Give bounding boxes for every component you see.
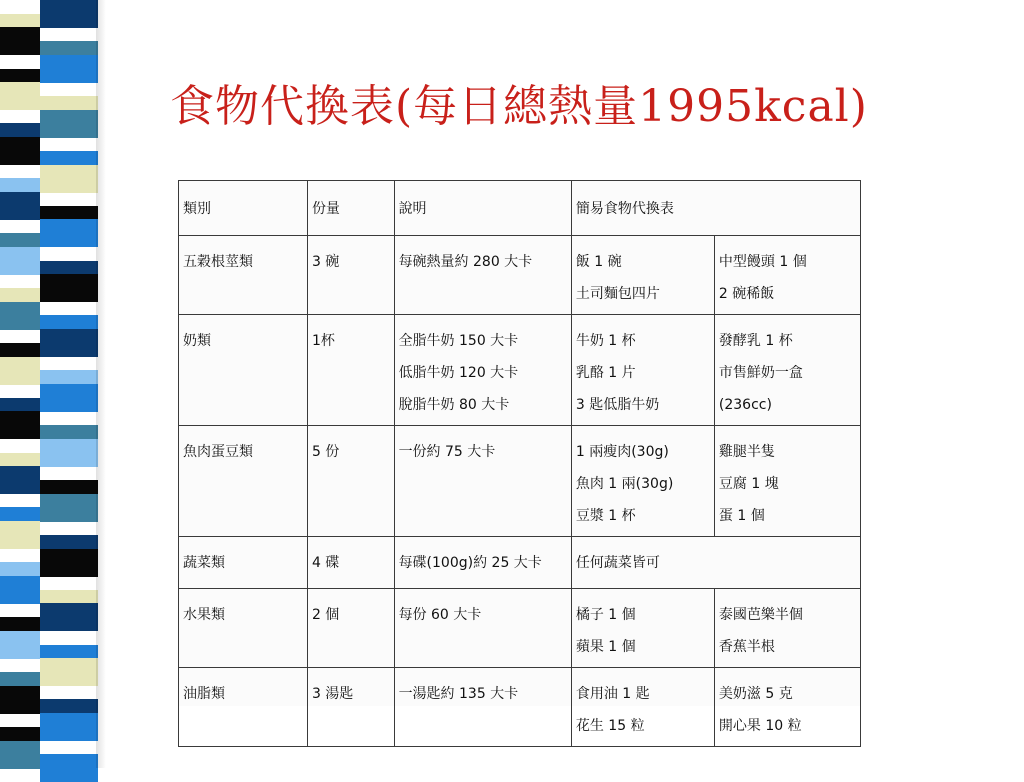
cell-exchange-a bbox=[571, 236, 714, 315]
stripe-block bbox=[0, 82, 40, 110]
stripe-block bbox=[0, 741, 40, 769]
text-line: 食用油 1 匙 bbox=[575, 686, 650, 702]
stripe-block bbox=[40, 274, 98, 302]
cell-category: 五穀根莖類 bbox=[179, 236, 308, 315]
stripe-block bbox=[0, 247, 40, 275]
cell-portion: 1杯 bbox=[307, 315, 394, 426]
stripe-shadow bbox=[96, 0, 106, 768]
stripe-block bbox=[0, 192, 40, 220]
text-line: 豆漿 1 杯 bbox=[575, 508, 636, 524]
cell-exchange-b bbox=[714, 315, 860, 426]
table-row bbox=[179, 668, 861, 747]
stripe-block bbox=[0, 686, 40, 714]
text-line: 美奶滋 5 克 bbox=[718, 686, 793, 702]
text-line: 3 匙低脂牛奶 bbox=[575, 397, 660, 413]
stripe-block bbox=[40, 754, 98, 782]
text-line: 每碗熱量約 280 大卡 bbox=[398, 254, 533, 270]
stripe-block bbox=[40, 384, 98, 412]
cell-category: 油脂類 bbox=[179, 668, 308, 747]
stripe-block bbox=[0, 357, 40, 385]
cell-exchange-b bbox=[714, 668, 860, 747]
cell-exchange-a bbox=[571, 668, 714, 747]
text-line: 雞腿半隻 bbox=[718, 444, 775, 460]
stripe-block bbox=[40, 713, 98, 741]
food-exchange-table bbox=[178, 180, 861, 747]
stripe-block bbox=[40, 0, 98, 28]
cell-exchange-b bbox=[714, 236, 860, 315]
cell-description bbox=[394, 668, 571, 747]
cell-description bbox=[394, 315, 571, 426]
table-row bbox=[179, 537, 861, 589]
stripe-block bbox=[40, 439, 98, 467]
cell-description bbox=[394, 589, 571, 668]
stripe-block bbox=[40, 603, 98, 631]
text-line: 豆腐 1 塊 bbox=[718, 476, 779, 492]
stripe-block bbox=[40, 110, 98, 138]
cell-exchange-full: 任何蔬菜皆可 bbox=[571, 537, 860, 589]
header-category: 類別 bbox=[179, 181, 308, 236]
stripe-block bbox=[40, 165, 98, 193]
stripe-block bbox=[0, 302, 40, 330]
cell-portion: 3 湯匙 bbox=[307, 668, 394, 747]
stripe-block bbox=[0, 137, 40, 165]
cell-portion: 5 份 bbox=[307, 426, 394, 537]
text-line: 1 兩瘦肉(30g) bbox=[575, 444, 669, 460]
cell-portion: 3 碗 bbox=[307, 236, 394, 315]
header-description: 說明 bbox=[394, 181, 571, 236]
text-line: 市售鮮奶一盒 bbox=[718, 365, 803, 381]
text-line: 蛋 1 個 bbox=[718, 508, 765, 524]
text-line: 乳酪 1 片 bbox=[575, 365, 636, 381]
food-exchange-table-image bbox=[178, 180, 861, 734]
cell-exchange-a bbox=[571, 426, 714, 537]
text-line: 泰國芭樂半個 bbox=[718, 607, 803, 623]
text-line: 飯 1 碗 bbox=[575, 254, 622, 270]
header-exchange: 簡易食物代換表 bbox=[571, 181, 860, 236]
stripe-block bbox=[0, 521, 40, 549]
stripe-block bbox=[0, 411, 40, 439]
cell-exchange-a bbox=[571, 589, 714, 668]
stripe-block bbox=[40, 494, 98, 522]
text-line: 每碟(100g)約 25 大卡 bbox=[398, 555, 542, 571]
text-line: 牛奶 1 杯 bbox=[575, 333, 636, 349]
text-line: 中型饅頭 1 個 bbox=[718, 254, 807, 270]
stripe-block bbox=[40, 549, 98, 577]
table-header-row bbox=[179, 181, 861, 236]
text-line: 脫脂牛奶 80 大卡 bbox=[398, 397, 510, 413]
stripe-block bbox=[0, 466, 40, 494]
text-line: 低脂牛奶 120 大卡 bbox=[398, 365, 519, 381]
stripe-block bbox=[0, 576, 40, 604]
table-row bbox=[179, 589, 861, 668]
stripe-block bbox=[40, 329, 98, 357]
text-line: 花生 15 粒 bbox=[575, 718, 645, 734]
text-line: 開心果 10 粒 bbox=[718, 718, 802, 734]
text-line: 橘子 1 個 bbox=[575, 607, 636, 623]
cell-exchange-b bbox=[714, 589, 860, 668]
table-row bbox=[179, 426, 861, 537]
decorative-stripe bbox=[0, 0, 108, 768]
text-line: 一湯匙約 135 大卡 bbox=[398, 686, 519, 702]
text-line: 蘋果 1 個 bbox=[575, 639, 636, 655]
cell-portion: 4 碟 bbox=[307, 537, 394, 589]
text-line: 每份 60 大卡 bbox=[398, 607, 482, 623]
text-line: 土司麵包四片 bbox=[575, 286, 660, 302]
text-line: 全脂牛奶 150 大卡 bbox=[398, 333, 519, 349]
stripe-block bbox=[0, 27, 40, 55]
cell-description bbox=[394, 537, 571, 589]
cell-description bbox=[394, 426, 571, 537]
cell-description bbox=[394, 236, 571, 315]
cell-portion: 2 個 bbox=[307, 589, 394, 668]
cell-category: 蔬菜類 bbox=[179, 537, 308, 589]
text-line: 香蕉半根 bbox=[718, 639, 775, 655]
cell-exchange-b bbox=[714, 426, 860, 537]
table-row bbox=[179, 315, 861, 426]
cell-category: 魚肉蛋豆類 bbox=[179, 426, 308, 537]
text-line: 一份約 75 大卡 bbox=[398, 444, 496, 460]
text-line: 魚肉 1 兩(30g) bbox=[575, 476, 674, 492]
table-row bbox=[179, 236, 861, 315]
cell-category: 水果類 bbox=[179, 589, 308, 668]
stripe-block bbox=[40, 55, 98, 83]
cell-category: 奶類 bbox=[179, 315, 308, 426]
header-portion: 份量 bbox=[307, 181, 394, 236]
stripe-block bbox=[0, 631, 40, 659]
stripe-block bbox=[40, 219, 98, 247]
text-line: 2 碗稀飯 bbox=[718, 286, 775, 302]
text-line: 發酵乳 1 杯 bbox=[718, 333, 793, 349]
stripe-block bbox=[40, 658, 98, 686]
cell-exchange-a bbox=[571, 315, 714, 426]
text-line: (236cc) bbox=[718, 397, 772, 413]
slide-title: 食物代換表(每日總熱量1995kcal) bbox=[170, 81, 868, 132]
